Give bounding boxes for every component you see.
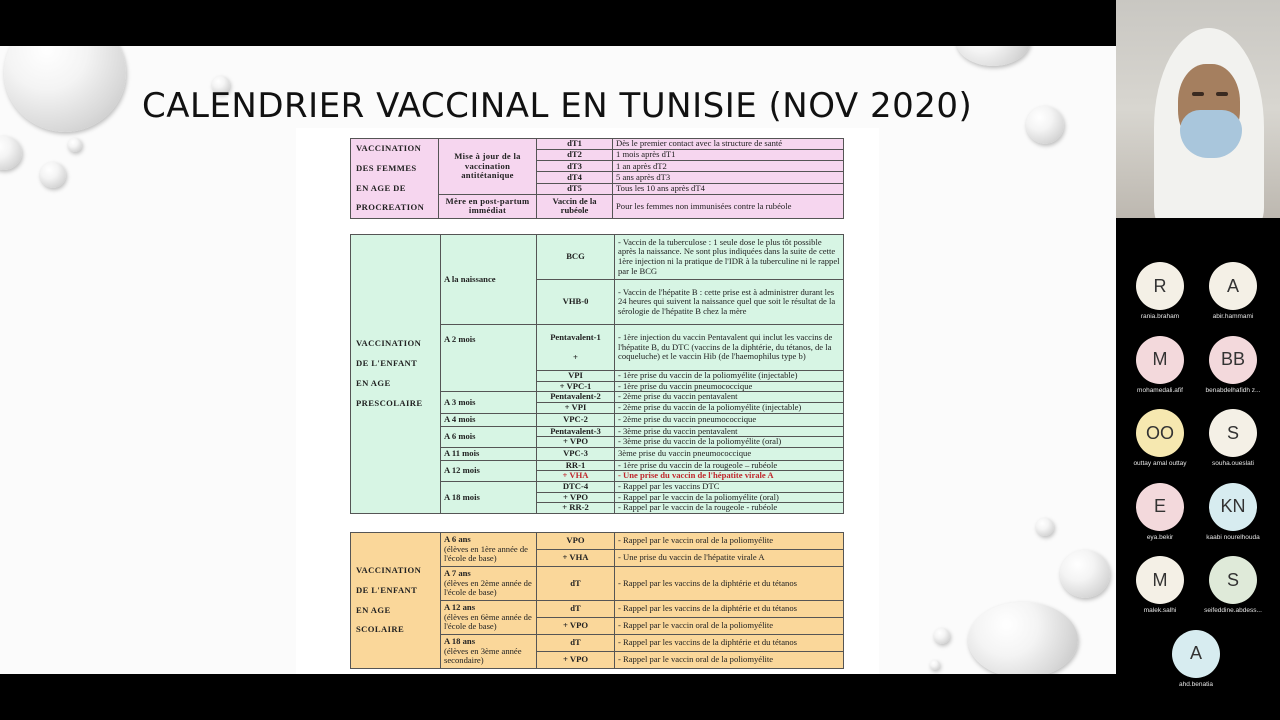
age-cell: A 18 mois bbox=[441, 482, 537, 514]
vaccine-cell: dT1 bbox=[537, 139, 613, 150]
decorative-drop bbox=[956, 46, 1030, 66]
row-subgroup: Mise à jour de la vaccination antitétanique bbox=[439, 139, 537, 195]
participant-avatar: BB bbox=[1209, 336, 1257, 384]
decorative-drop bbox=[1060, 550, 1110, 598]
participant-name: outtay amal outtay bbox=[1133, 460, 1187, 467]
vaccine-cell: DTC-4 bbox=[537, 482, 615, 493]
decorative-drop bbox=[968, 602, 1078, 674]
description-cell: Pour les femmes non immunisées contre la rubéole bbox=[613, 194, 844, 218]
participant-avatar: OO bbox=[1136, 409, 1184, 457]
participant-avatar: M bbox=[1136, 336, 1184, 384]
age-cell: A 12 mois bbox=[441, 460, 537, 481]
age-cell: A 2 mois bbox=[441, 325, 537, 392]
description-cell: - 1ère injection du vaccin Pentavalent qui inclut les vaccins de l'hépatite B, du DTC (vaccins de la diphtérie, du tétanos, de la coqueluche) et le vaccin Hib (de l'haemophilus type b) bbox=[615, 325, 844, 371]
description-cell: - Rappel par le vaccin oral de la poliomyélite bbox=[615, 533, 844, 550]
scolaire-vaccination-table bbox=[350, 532, 844, 669]
participant-name: ahd.benatia bbox=[1179, 680, 1213, 688]
decorative-drop bbox=[930, 660, 940, 670]
speaker-video[interactable] bbox=[1116, 0, 1280, 218]
age-cell: A 4 mois bbox=[441, 413, 537, 426]
decorative-drop bbox=[68, 138, 82, 152]
vaccine-cell: dT4 bbox=[537, 172, 613, 183]
vaccine-cell: dT bbox=[537, 567, 615, 601]
women-vaccination-table bbox=[350, 138, 844, 219]
description-cell: - 2ème prise du vaccin de la poliomyélite (injectable) bbox=[615, 402, 844, 413]
description-cell: Tous les 10 ans après dT4 bbox=[613, 183, 844, 194]
participant-name: eya.bekir bbox=[1146, 533, 1174, 541]
age-cell: A la naissance bbox=[441, 235, 537, 325]
vaccine-cell: dT bbox=[537, 635, 615, 652]
vaccine-cell: VPC-2 bbox=[537, 413, 615, 426]
description-cell: 3ème prise du vaccin pneumococcique bbox=[615, 447, 844, 460]
participant-tile[interactable] bbox=[1196, 483, 1270, 549]
age-cell: A 12 ans (élèves en 6ème année de l'école de base) bbox=[441, 601, 537, 635]
description-cell: - Une prise du vaccin de l'hépatite virale A bbox=[615, 550, 844, 567]
age-cell: A 3 mois bbox=[441, 392, 537, 413]
participant-name: benabdelhafidh z... bbox=[1205, 386, 1261, 394]
participant-name: kaabi nourelhouda bbox=[1206, 533, 1260, 541]
vaccine-cell: Vaccin de la rubéole bbox=[537, 194, 613, 218]
age-cell: A 6 ans (élèves en 1ère année de l'école de base) bbox=[441, 533, 537, 567]
vaccine-cell: + VPO bbox=[537, 652, 615, 669]
vaccine-cell: Pentavalent-3 bbox=[537, 426, 615, 437]
participant-avatar: M bbox=[1136, 556, 1184, 604]
decorative-drop bbox=[1026, 106, 1064, 144]
vaccine-cell: + RR-2 bbox=[537, 503, 615, 514]
age-cell: A 7 ans (élèves en 2ème année de l'école de base) bbox=[441, 567, 537, 601]
participant-tile[interactable] bbox=[1196, 556, 1270, 622]
description-cell: - Rappel par les vaccins de la diphtérie et du tétanos bbox=[615, 635, 844, 652]
vaccine-cell: VPC-3 bbox=[537, 447, 615, 460]
description-cell: - 3ème prise du vaccin de la poliomyélite (oral) bbox=[615, 437, 844, 448]
participant-tile[interactable] bbox=[1123, 483, 1197, 549]
description-cell: - Rappel par le vaccin de la poliomyélite (oral) bbox=[615, 492, 844, 503]
participant-avatar: E bbox=[1136, 483, 1184, 531]
vaccine-cell: + VPO bbox=[537, 618, 615, 635]
vaccine-cell: RR-1 bbox=[537, 460, 615, 471]
participant-tile[interactable] bbox=[1159, 630, 1233, 696]
description-cell: - Rappel par les vaccins DTC bbox=[615, 482, 844, 493]
decorative-drop bbox=[934, 628, 950, 644]
age-cell: A 6 mois bbox=[441, 426, 537, 447]
description-cell: - 1ère prise du vaccin pneumococcique bbox=[615, 381, 844, 392]
decorative-drop bbox=[4, 46, 126, 132]
vaccine-cell: + VHA bbox=[537, 550, 615, 567]
vaccine-cell: + VPI bbox=[537, 402, 615, 413]
vaccine-cell: Pentavalent-2 bbox=[537, 392, 615, 403]
participant-name: souha.oueslati bbox=[1212, 460, 1254, 467]
eye-shape bbox=[1216, 92, 1228, 96]
description-cell: - 1ère prise du vaccin de la poliomyélite (injectable) bbox=[615, 371, 844, 382]
decorative-drop bbox=[40, 162, 66, 188]
description-cell: Dès le premier contact avec la structure de santé bbox=[613, 139, 844, 150]
participant-avatar: A bbox=[1209, 262, 1257, 310]
eye-shape bbox=[1192, 92, 1204, 96]
description-cell: - Rappel par le vaccin oral de la poliomyélite bbox=[615, 618, 844, 635]
vaccine-cell: + VHA bbox=[537, 471, 615, 482]
description-cell: - 3ème prise du vaccin pentavalent bbox=[615, 426, 844, 437]
participant-tile[interactable] bbox=[1196, 336, 1270, 402]
shared-slide bbox=[0, 46, 1116, 674]
vaccine-cell: Pentavalent-1 + bbox=[537, 325, 615, 371]
vaccine-cell: VPI bbox=[537, 371, 615, 382]
description-cell: - Rappel par les vaccins de la diphtérie et du tétanos bbox=[615, 601, 844, 618]
participant-tile[interactable] bbox=[1123, 262, 1197, 328]
participant-avatar: KN bbox=[1209, 483, 1257, 531]
vaccine-schedule-document bbox=[296, 128, 879, 674]
participant-tile[interactable] bbox=[1123, 556, 1197, 622]
group-label: VACCINATION DE L'ENFANT EN AGE PRESCOLAIRE bbox=[351, 235, 441, 514]
decorative-drop bbox=[0, 136, 22, 170]
prescolaire-vaccination-table bbox=[350, 234, 844, 514]
vaccine-cell: dT3 bbox=[537, 161, 613, 172]
participant-tile[interactable] bbox=[1123, 336, 1197, 402]
participant-avatar: S bbox=[1209, 556, 1257, 604]
age-cell: A 11 mois bbox=[441, 447, 537, 460]
description-cell: - 2ème prise du vaccin pentavalent bbox=[615, 392, 844, 403]
participant-tile[interactable] bbox=[1196, 262, 1270, 328]
description-cell: - Rappel par les vaccins de la diphtérie et du tétanos bbox=[615, 567, 844, 601]
row-subgroup: Mère en post-partum immédiat bbox=[439, 194, 537, 218]
vaccine-cell: VHB-0 bbox=[537, 280, 615, 325]
vaccine-cell: + VPC-1 bbox=[537, 381, 615, 392]
participant-avatar: R bbox=[1136, 262, 1184, 310]
description-cell: - Rappel par le vaccin de la rougeole - rubéole bbox=[615, 503, 844, 514]
description-cell: - Rappel par le vaccin oral de la poliomyélite bbox=[615, 652, 844, 669]
vaccine-cell: + VPO bbox=[537, 492, 615, 503]
participant-name: rania.braham bbox=[1140, 313, 1180, 320]
decorative-drop bbox=[1036, 518, 1054, 536]
description-cell: - 1ère prise du vaccin de la rougeole – rubéole bbox=[615, 460, 844, 471]
description-cell: - Une prise du vaccin de l'hépatite virale A bbox=[615, 471, 844, 482]
group-label: VACCINATION DES FEMMES EN AGE DE PROCREATION bbox=[351, 139, 439, 219]
participant-name: seifeddine.abdess... bbox=[1204, 607, 1262, 614]
participant-panel bbox=[1116, 218, 1280, 720]
vaccine-cell: VPO bbox=[537, 533, 615, 550]
participant-name: mohamedali.afif bbox=[1137, 386, 1183, 394]
description-cell: 1 mois après dT1 bbox=[613, 150, 844, 161]
face-mask bbox=[1180, 110, 1242, 158]
participant-avatar: A bbox=[1172, 630, 1220, 678]
vaccine-cell: dT2 bbox=[537, 150, 613, 161]
slide-title: CALENDRIER VACCINAL EN TUNISIE (NOV 2020) bbox=[142, 86, 973, 126]
description-cell: - 2ème prise du vaccin pneumococcique bbox=[615, 413, 844, 426]
participant-name: abir.hammami bbox=[1212, 313, 1254, 320]
age-cell: A 18 ans (élèves en 3ème année secondaire) bbox=[441, 635, 537, 669]
vaccine-cell: BCG bbox=[537, 235, 615, 280]
vaccine-cell: dT5 bbox=[537, 183, 613, 194]
description-cell: 1 an après dT2 bbox=[613, 161, 844, 172]
vaccine-cell: dT bbox=[537, 601, 615, 618]
participant-tile[interactable] bbox=[1123, 409, 1197, 475]
participant-name: malek.salhi bbox=[1143, 607, 1177, 614]
description-cell: 5 ans après dT3 bbox=[613, 172, 844, 183]
group-label: VACCINATION DE L'ENFANT EN AGE SCOLAIRE bbox=[351, 533, 441, 669]
description-cell: - Vaccin de l'hépatite B : cette prise est à administrer durant les 24 heures qui suivent la naissance quel que soit le résultat de la sérologie de l'hépatite B chez la mère bbox=[615, 280, 844, 325]
vaccine-cell: + VPO bbox=[537, 437, 615, 448]
participant-tile[interactable] bbox=[1196, 409, 1270, 475]
participant-avatar: S bbox=[1209, 409, 1257, 457]
description-cell: - Vaccin de la tuberculose : 1 seule dose le plus tôt possible après la naissance. Ne sont plus indiquées dans la suite de cette 1ère injection ni la pratique de l'IDR à la tuberculine ni le rappel par le BCG bbox=[615, 235, 844, 280]
